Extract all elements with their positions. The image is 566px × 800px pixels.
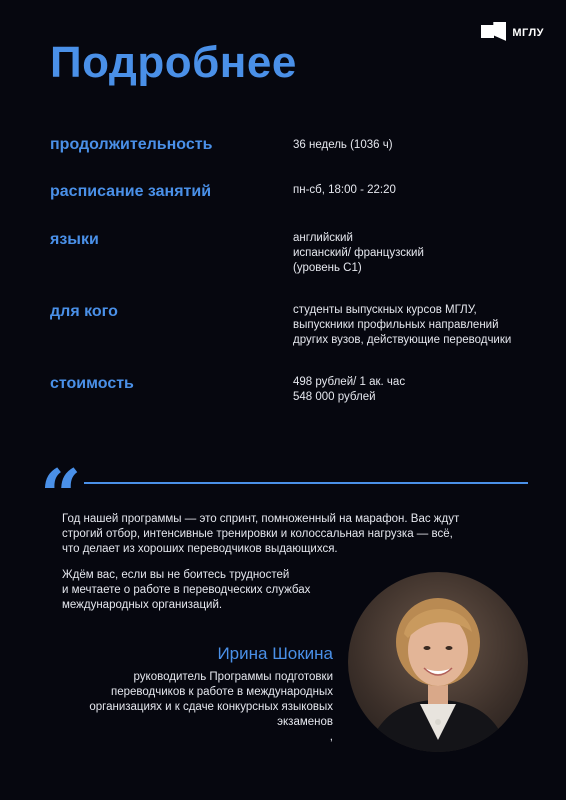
page-title: Подробнее	[50, 38, 297, 87]
logo-mark-icon	[481, 22, 507, 44]
author-role: руководитель Программы подготовки переводчиков к работе в международных организациях и к сдаче конкурсных языковых экзаменов ,	[89, 671, 333, 743]
detail-label: продолжительность	[50, 136, 213, 153]
detail-price	[50, 375, 530, 405]
detail-label: языки	[50, 231, 99, 248]
quote-divider	[84, 482, 528, 484]
author-photo	[348, 572, 528, 752]
detail-schedule	[50, 183, 530, 201]
quote-paragraph-2: Ждём вас, если вы не боитесь трудностей и мечтаете о работе в переводческих службах международных организаций.	[62, 569, 311, 611]
author-name: Ирина Шокина	[217, 644, 333, 663]
detail-label: стоимость	[50, 375, 134, 392]
quote-mark-icon: “	[40, 453, 82, 538]
detail-value: 498 рублей/ 1 ак. час 548 000 рублей	[293, 376, 406, 403]
detail-languages	[50, 231, 530, 276]
detail-value: пн-сб, 18:00 - 22:20	[293, 184, 396, 196]
author-portrait-icon	[348, 572, 528, 752]
detail-label: расписание занятий	[50, 183, 212, 200]
quote-paragraph-1: Год нашей программы — это спринт, помноженный на марафон. Вас ждут строгий отбор, интенсивные тренировки и колоссальная нагрузка — всё, что делает из хороших переводчиков выдающихся.	[62, 513, 460, 555]
detail-value: студенты выпускных курсов МГЛУ, выпускники профильных направлений других вузов, действующие переводчики	[293, 304, 512, 346]
detail-duration	[50, 136, 530, 154]
logo-text: МГЛУ	[512, 27, 544, 39]
detail-value: английский испанский/ французский (уровень С1)	[293, 232, 424, 274]
detail-audience	[50, 303, 530, 348]
detail-label: для кого	[50, 303, 118, 320]
detail-value: 36 недель (1036 ч)	[293, 139, 393, 151]
logo	[481, 22, 544, 44]
